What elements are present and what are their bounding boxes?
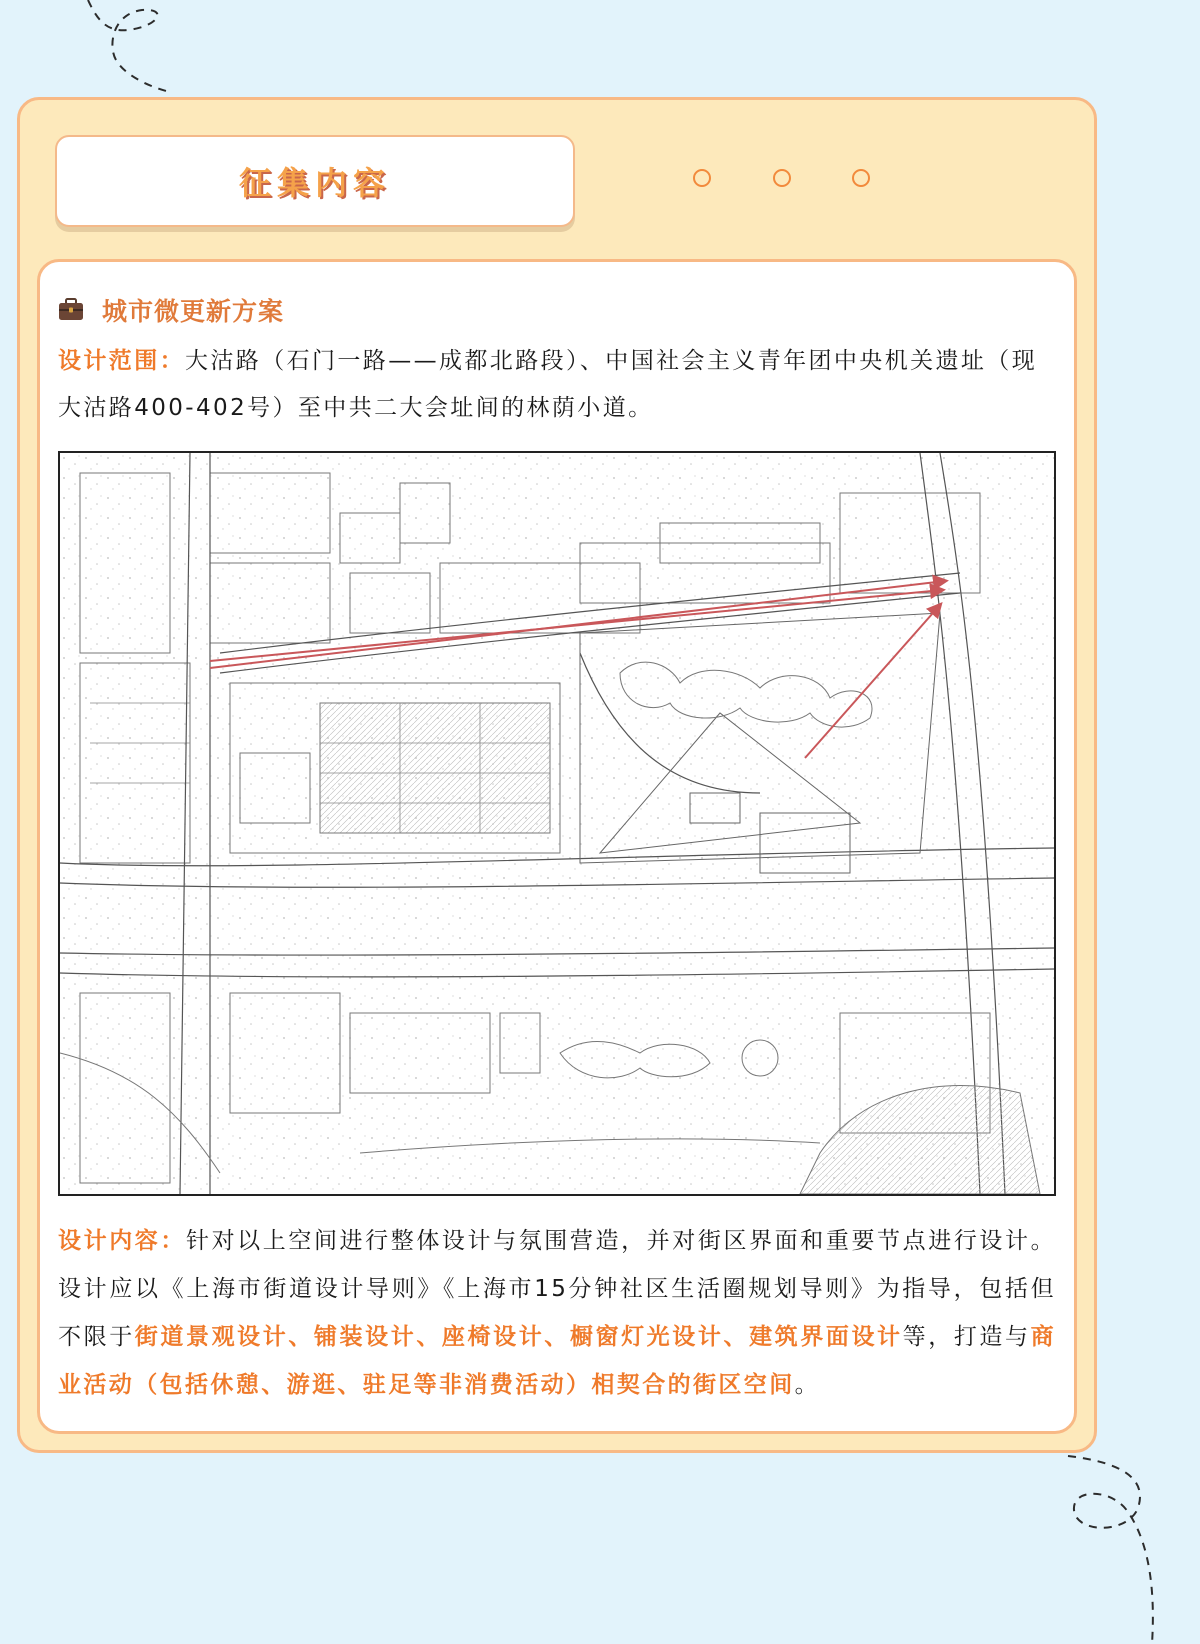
content-highlight-2: 商业活动（包括休憩、游逛、驻足等非消费活动）相契合的街区空间 xyxy=(58,1324,1057,1398)
content-text-3: 。 xyxy=(794,1372,821,1398)
scope-text: 大沽路（石门一路——成都北路段）、中国社会主义青年团中央机关遗址（现大沽路400-402号）至中共二大会址间的林荫小道。 xyxy=(58,348,1038,421)
title-tab xyxy=(55,135,575,227)
decorative-dot-3 xyxy=(852,169,870,187)
page-title: 征集内容 xyxy=(238,164,391,202)
section-header xyxy=(58,292,284,328)
content-label: 设计内容： xyxy=(58,1228,186,1254)
section-title: 城市微更新方案 xyxy=(102,297,285,326)
scope-label: 设计范围： xyxy=(58,348,185,374)
site-plan-drawing xyxy=(60,453,1054,1194)
site-map xyxy=(58,451,1056,1196)
decorative-dot-1 xyxy=(693,169,711,187)
content-text-2: 等，打造与 xyxy=(902,1324,1031,1350)
scope-paragraph xyxy=(58,338,1056,432)
briefcase-icon xyxy=(58,298,84,322)
decorative-dot-2 xyxy=(773,169,791,187)
content-text-1: 针对以上空间进行整体设计与氛围营造，并对街区界面和重要节点进行设计。设计应以《上海市街道设计导则》《上海市15分钟社区生活圈规划导则》为指导，包括但不限于 xyxy=(58,1228,1057,1350)
content-paragraph xyxy=(58,1217,1056,1409)
content-highlight-1: 街道景观设计、铺装设计、座椅设计、橱窗灯光设计、建筑界面设计 xyxy=(134,1324,903,1350)
